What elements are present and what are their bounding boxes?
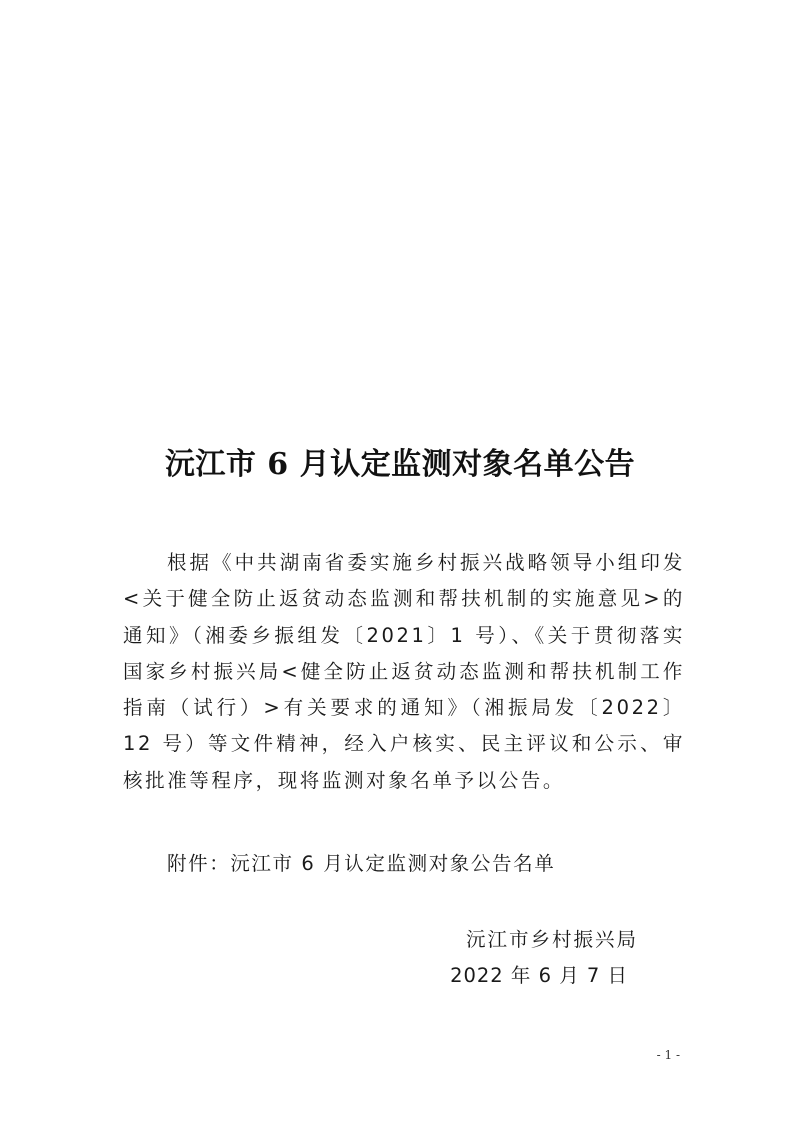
document-body-paragraph: 根据《中共湖南省委实施乡村振兴战略领导小组印发<关于健全防止返贫动态监测和帮扶机制的实施意见>的通知》（湘委乡振组发〔2021〕1 号）、《关于贯彻落实国家乡村振兴局<健全防止返贫动态监测和帮扶机制工作指南（试行）>有关要求的通知》（湘振局发〔2022〕12 号）等文件精神，经入户核实、民主评议和公示、审核批准等程序，现将监测对象名单予以公告。	[123, 551, 685, 792]
issue-date: 2022 年 6 月 7 日	[450, 964, 628, 987]
issuer-signature: 沅江市乡村振兴局	[465, 928, 638, 951]
attachment-line: 附件：沅江市 6 月认定监测对象公告名单	[167, 852, 556, 875]
document-title: 沅江市 6 月认定监测对象名单公告	[164, 447, 636, 482]
page-number: - 1 -	[656, 1048, 680, 1062]
